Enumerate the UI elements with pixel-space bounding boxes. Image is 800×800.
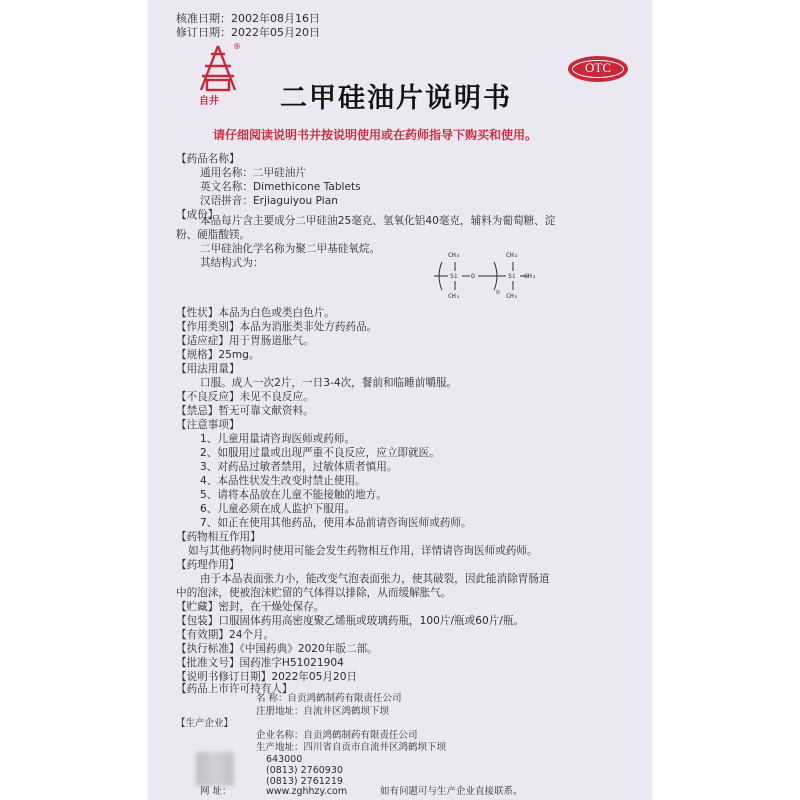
section-usage: 【用法用量】 bbox=[176, 363, 240, 375]
section-revision: 【说明书修订日期】2022年05月20日 bbox=[176, 671, 358, 683]
formula-oxygen: O bbox=[471, 272, 475, 280]
section-mah: 【药品上市许可持有人】 bbox=[176, 683, 293, 695]
section-approval: 【批准文号】国药准字H51021904 bbox=[176, 657, 344, 669]
pharmacology-line2: 中的泡沫，使被泡沫贮留的气体得以排除，从而缓解胀气。 bbox=[176, 587, 452, 599]
brand-logo bbox=[193, 44, 243, 106]
section-properties: 【性状】本品为白色或类白色片。 bbox=[176, 307, 335, 319]
approve-date: 核准日期：2002年08月16日 bbox=[176, 12, 320, 25]
section-precautions: 【注意事项】 bbox=[176, 419, 240, 431]
precaution-item: 1、儿童用量请咨询医师或药师。 bbox=[200, 433, 356, 445]
composition-line2: 粉、硬脂酸镁。 bbox=[176, 229, 251, 241]
section-validity: 【有效期】24个月。 bbox=[176, 629, 275, 641]
mah-name: 名 称：自贡鸿鹤制药有限责任公司 bbox=[256, 693, 402, 704]
precaution-item: 7、如正在使用其他药品，使用本品前请咨询医师或药师。 bbox=[200, 517, 472, 529]
section-package: 【包装】口服固体药用高密度聚乙烯瓶或玻璃药瓶，100片/瓶或60片/瓶。 bbox=[176, 615, 525, 627]
section-pharmacology: 【药理作用】 bbox=[176, 559, 240, 571]
website: www.zghhzy.com bbox=[266, 786, 348, 797]
manufacturer-phone1: (0813) 2760930 bbox=[266, 765, 343, 776]
manufacturer-address: 生产地址：四川省自贡市自流井区鸿鹤坝下坝 bbox=[256, 742, 447, 753]
formula-ch3-end: CH₃ bbox=[524, 272, 536, 280]
page-title: 二甲硅油片说明书 bbox=[280, 83, 512, 114]
section-manufacturer: 【生产企业】 bbox=[176, 718, 234, 729]
common-name: 通用名称：二甲硅油片 bbox=[200, 167, 306, 179]
interactions-text: 如与其他药物同时使用可能会发生药物相互作用，详情请咨询医师或药师。 bbox=[188, 545, 538, 557]
section-spec: 【规格】25mg。 bbox=[176, 349, 260, 361]
section-composition: 【成份】 bbox=[176, 209, 219, 221]
formula-ch3-top-left: CH₃ bbox=[448, 251, 460, 259]
revise-date: 修订日期：2022年05月20日 bbox=[176, 26, 320, 39]
logo-text: 自井 bbox=[199, 96, 219, 107]
pinyin-name: 汉语拼音：Erjiaguiyou Pian bbox=[200, 195, 338, 207]
otc-badge: OTC bbox=[568, 56, 628, 82]
formula-ch3-top-right: CH₃ bbox=[506, 251, 518, 259]
section-category: 【作用类别】本品为消胀类非处方药药品。 bbox=[176, 321, 378, 333]
mah-address: 注册地址：自流井区鸿鹤坝下坝 bbox=[256, 706, 390, 717]
precaution-item: 4、本品性状发生改变时禁止使用。 bbox=[200, 475, 366, 487]
precaution-item: 2、如服用过量或出现严重不良反应，应立即就医。 bbox=[200, 447, 440, 459]
pharmacology-line1: 由于本品表面张力小，能改变气泡表面张力，使其破裂，因此能消除胃肠道 bbox=[200, 573, 550, 585]
manufacturer-postcode: 643000 bbox=[266, 754, 303, 765]
precaution-item: 6、儿童必须在成人监护下服用。 bbox=[200, 503, 356, 515]
composition-line3: 二甲硅油化学名称为聚二甲基硅氧烷。 bbox=[200, 243, 381, 255]
section-drug-name: 【药品名称】 bbox=[176, 153, 240, 165]
formula-ch3-bottom-left: CH₃ bbox=[448, 292, 460, 300]
redacted-labels bbox=[196, 752, 234, 786]
composition-line1: 本品每片含主要成分二甲硅油25毫克、氢氧化铝40毫克，辅料为葡萄糖、淀 bbox=[200, 215, 556, 227]
formula-si-right: Si bbox=[508, 272, 516, 280]
section-adverse: 【不良反应】未见不良反应。 bbox=[176, 391, 314, 403]
structural-formula bbox=[428, 248, 538, 304]
website-label: 网 址： bbox=[200, 786, 232, 797]
formula-n: n bbox=[496, 288, 500, 296]
footer-note: 如有问题可与生产企业直接联系。 bbox=[380, 786, 523, 797]
section-contra: 【禁忌】暂无可靠文献资料。 bbox=[176, 405, 314, 417]
english-name: 英文名称：Dimethicone Tablets bbox=[200, 181, 361, 193]
section-indication: 【适应症】用于胃肠道胀气。 bbox=[176, 335, 314, 347]
precaution-item: 5、请将本品放在儿童不能接触的地方。 bbox=[200, 489, 387, 501]
formula-ch3-bottom-right: CH₃ bbox=[506, 292, 518, 300]
warning-text: 请仔细阅读说明书并按说明使用或在药师指导下购买和使用。 bbox=[213, 128, 538, 142]
section-interactions: 【药物相互作用】 bbox=[176, 531, 261, 543]
manufacturer-name: 企业名称：自贡鸿鹤制药有限责任公司 bbox=[256, 730, 418, 741]
formula-brackets bbox=[428, 248, 538, 304]
usage-text: 口服。成人一次2片，一日3-4次，餐前和临睡前嚼服。 bbox=[200, 377, 458, 389]
registered-mark: ® bbox=[233, 42, 241, 51]
precaution-item: 3、对药品过敏者禁用，过敏体质者慎用。 bbox=[200, 461, 398, 473]
composition-line4: 其结构式为： bbox=[200, 257, 264, 269]
section-storage: 【贮藏】密封，在干燥处保存。 bbox=[176, 601, 325, 613]
section-standard: 【执行标准】《中国药典》2020年版二部。 bbox=[176, 643, 378, 655]
manufacturer-phone2: (0813) 2761219 bbox=[266, 776, 343, 787]
formula-si-left: Si bbox=[450, 272, 458, 280]
